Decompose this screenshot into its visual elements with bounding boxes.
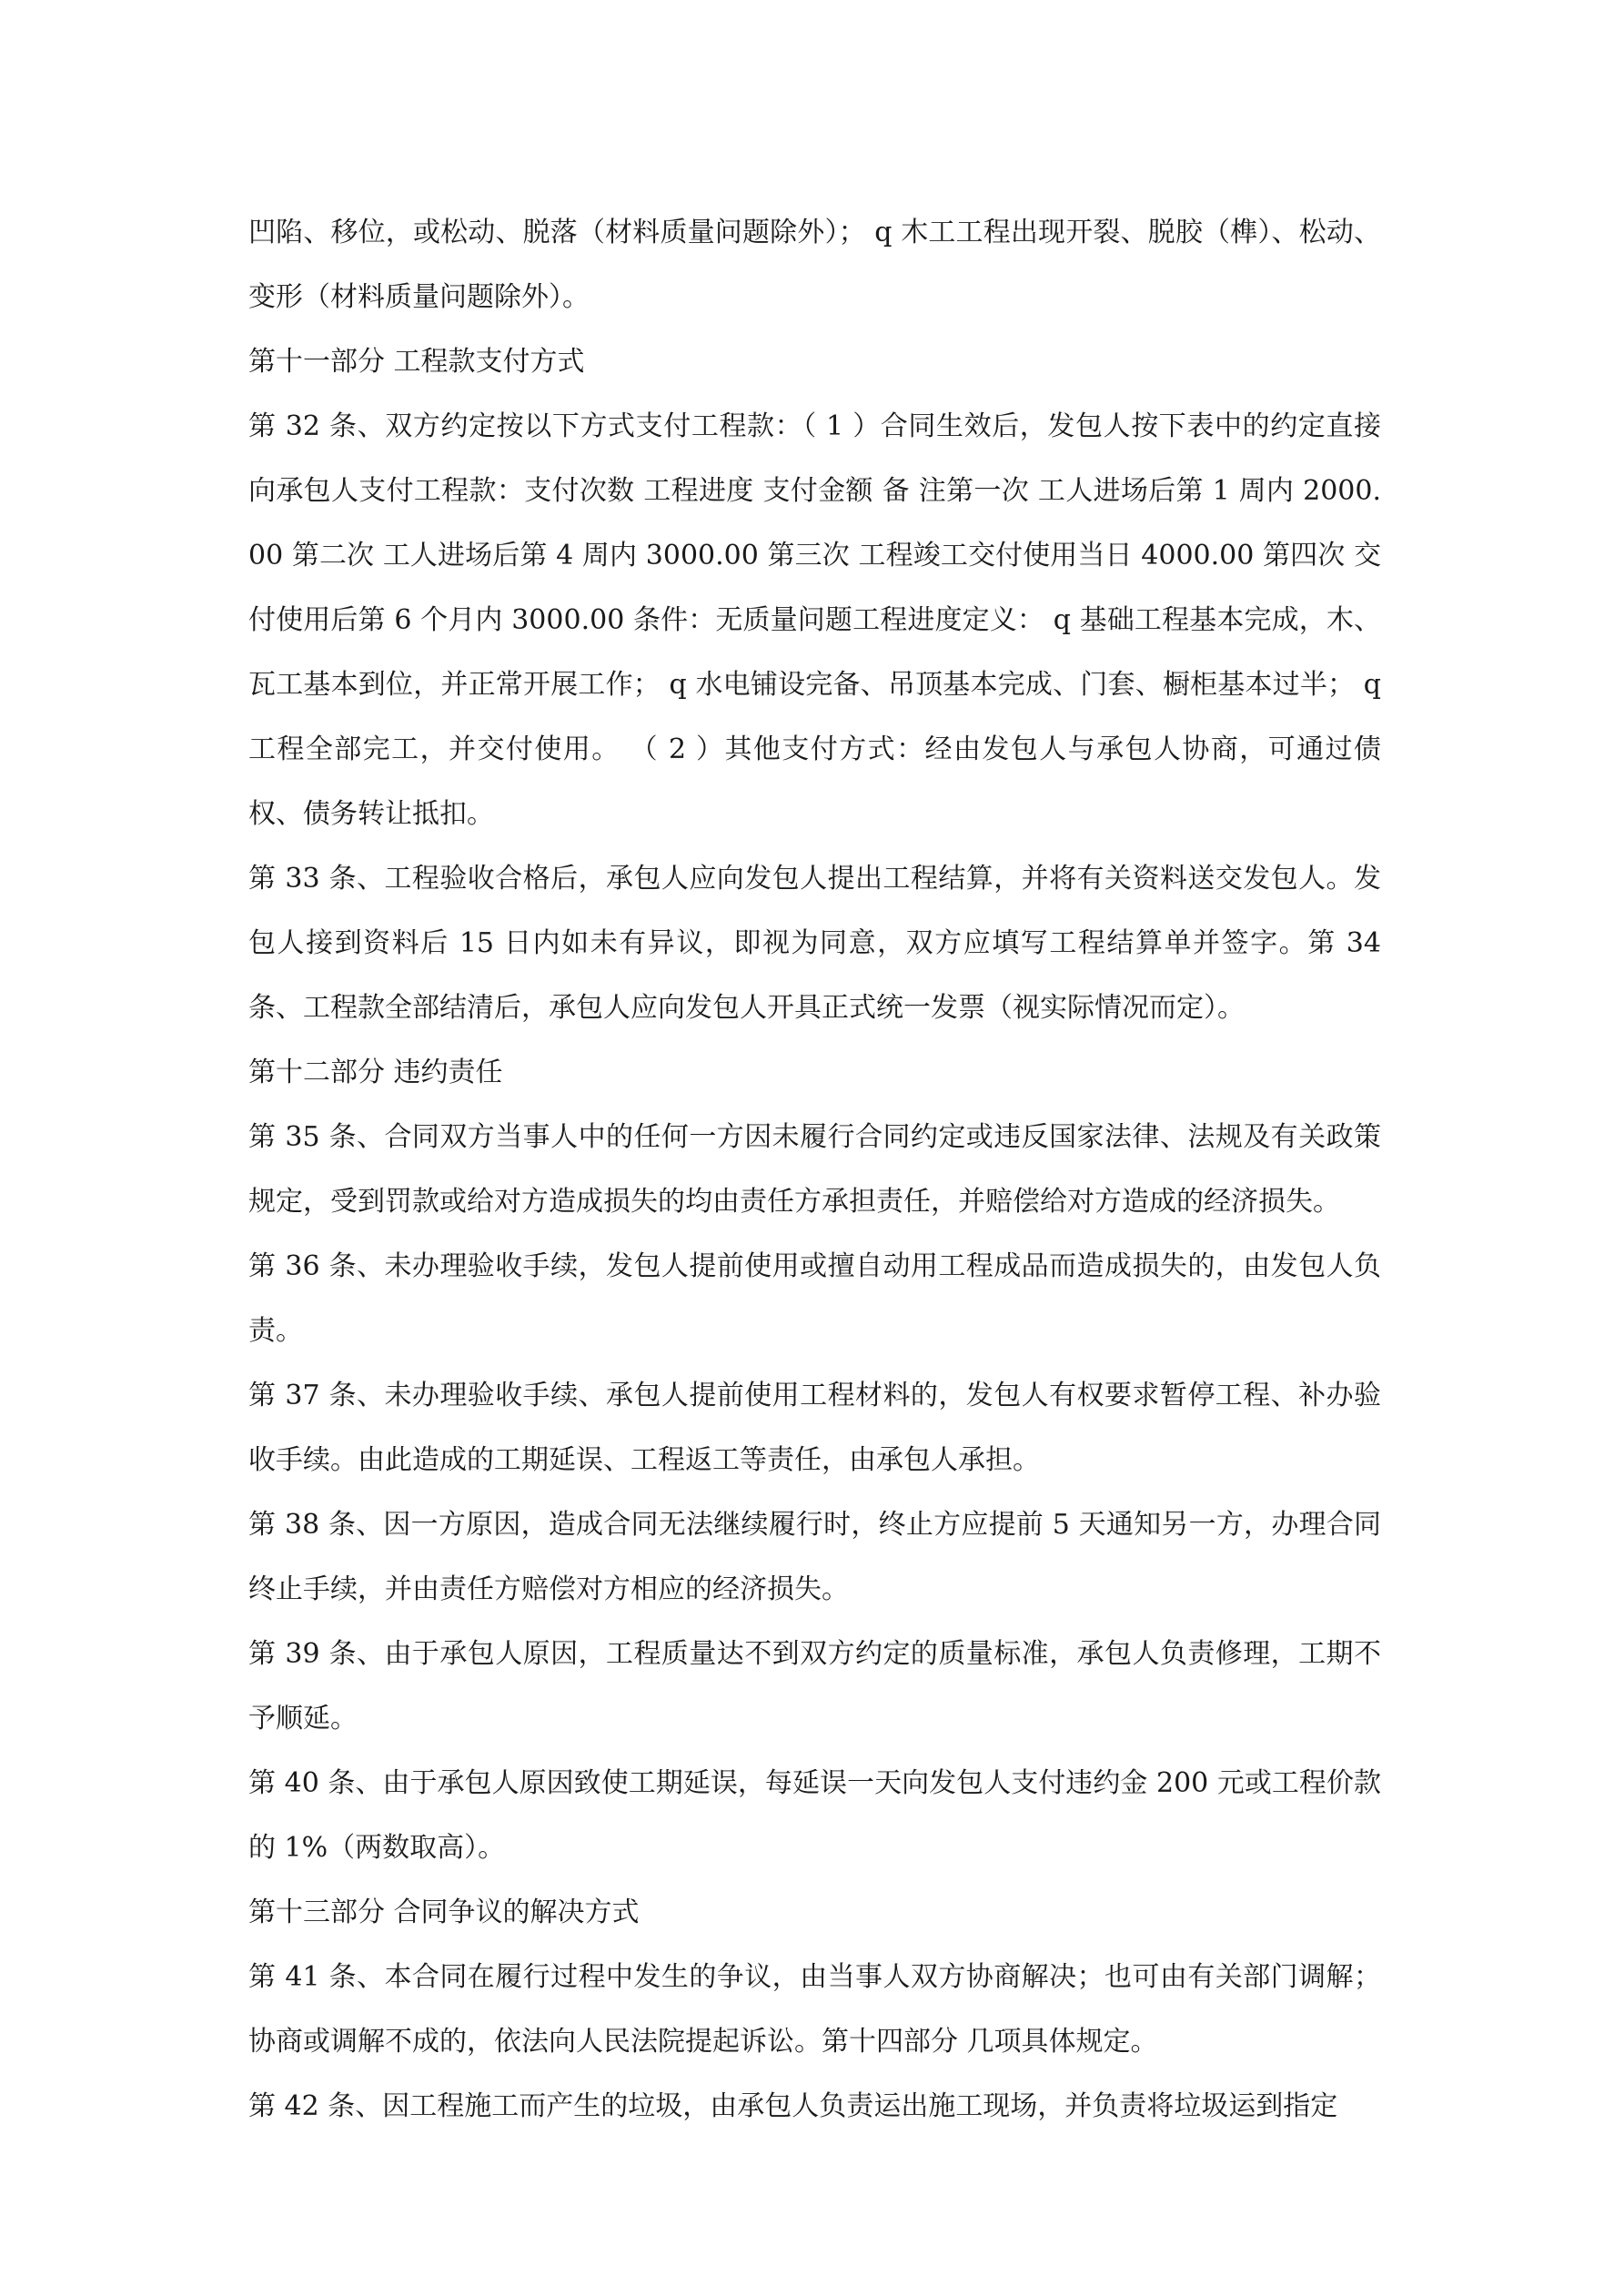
clause-41: 第 41 条、本合同在履行过程中发生的争议，由当事人双方协商解决；也可由有关部门调解；协商或调解不成的，依法向人民法院提起诉讼。第十四部分 几项具体规定。 bbox=[248, 1961, 1381, 2058]
clause-33-34: 第 33 条、工程验收合格后，承包人应向发包人提出工程结算，并将有关资料送交发包人。发包人接到资料后 15 日内如未有异议，即视为同意，双方应填写工程结算单并签字。第 34 条、工程款全部结清后，承包人应向发包人开具正式统一发票（视实际情况而定）。 bbox=[248, 863, 1381, 1024]
clause-35: 第 35 条、合同双方当事人中的任何一方因未履行合同约定或违反国家法律、法规及有关政策规定，受到罚款或给对方造成损失的均由责任方承担责任，并赔偿给对方造成的经济损失。 bbox=[248, 1121, 1381, 1218]
document-body bbox=[248, 200, 1381, 2139]
clause-38: 第 38 条、因一方原因，造成合同无法继续履行时，终止方应提前 5 天通知另一方，办理合同终止手续，并由责任方赔偿对方相应的经济损失。 bbox=[248, 1509, 1381, 1605]
section-heading-13: 第十三部分 合同争议的解决方式 bbox=[248, 1896, 640, 1928]
clause-39: 第 39 条、由于承包人原因，工程质量达不到双方约定的质量标准，承包人负责修理，工期不予顺延。 bbox=[248, 1638, 1381, 1735]
clause-37: 第 37 条、未办理验收手续、承包人提前使用工程材料的，发包人有权要求暂停工程、补办验收手续。由此造成的工期延误、工程返工等责任，由承包人承担。 bbox=[248, 1380, 1381, 1476]
paragraph-material-defects: 凹陷、移位，或松动、脱落（材料质量问题除外）； q 木工工程出现开裂、脱胶（榫）、松动、变形（材料质量问题除外）。 bbox=[248, 217, 1381, 313]
section-heading-12: 第十二部分 违约责任 bbox=[248, 1057, 503, 1088]
clause-32: 第 32 条、双方约定按以下方式支付工程款：（ 1 ）合同生效后，发包人按下表中的约定直接向承包人支付工程款：支付次数 工程进度 支付金额 备 注第一次 工人进场后第 1 周内 2000.00 第二次 工人进场后第 4 周内 3000.00 第三次 工程竣工交付使用当日 4000.00 第四次 交付使用后第 6 个月内 3000.00 条件：无质量问题工程进度定义： q 基础工程基本完成，木、瓦工基本到位，并正常开展工作； q 水电铺设完备、吊顶基本完成、门套、橱柜基本过半； q 工程全部完工，并交付使用。 （ 2 ）其他支付方式：经由发包人与承包人协商，可通过债权、债务转让抵扣。 bbox=[248, 410, 1381, 830]
clause-40: 第 40 条、由于承包人原因致使工期延误，每延误一天向发包人支付违约金 200 元或工程价款的 1%（两数取高）。 bbox=[248, 1767, 1381, 1864]
section-heading-11: 第十一部分 工程款支付方式 bbox=[248, 346, 585, 378]
clause-36: 第 36 条、未办理验收手续，发包人提前使用或擅自动用工程成品而造成损失的，由发包人负责。 bbox=[248, 1250, 1381, 1347]
clause-42: 第 42 条、因工程施工而产生的垃圾，由承包人负责运出施工现场，并负责将垃圾运到指定 bbox=[248, 2090, 1338, 2122]
